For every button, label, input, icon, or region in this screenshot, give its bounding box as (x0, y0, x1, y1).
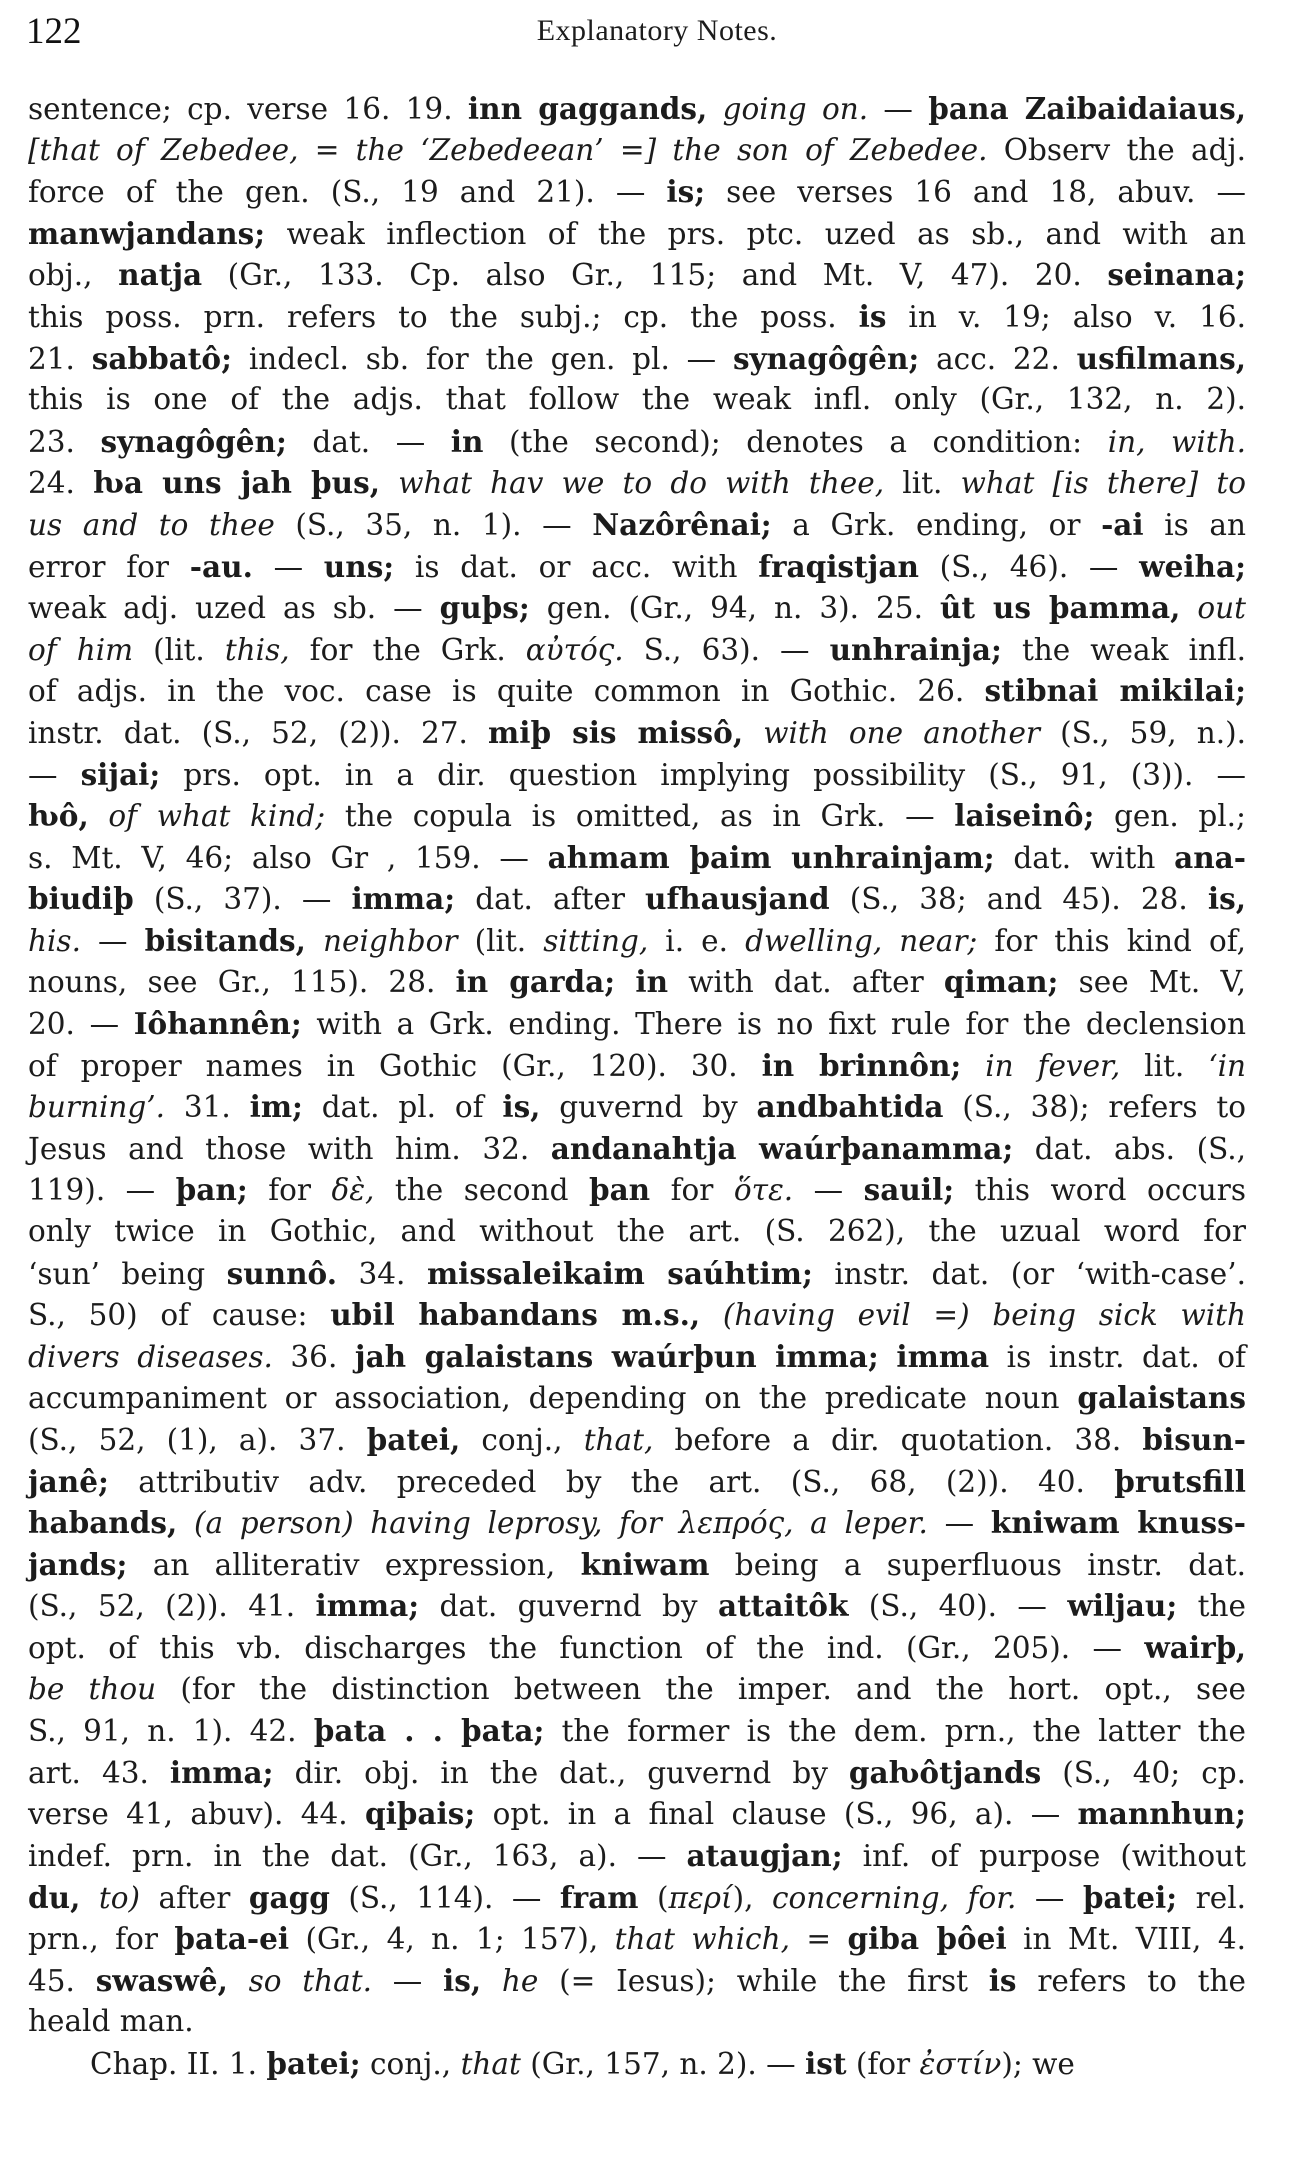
text-line (28, 88, 1246, 130)
note-text (1180, 591, 1197, 625)
gothic-term: gagg (248, 1879, 330, 1915)
note-text (615, 965, 635, 999)
gothic-term: unhrainja; (829, 631, 1002, 667)
gothic-term: þana Zaibaidaiaus, (928, 91, 1246, 126)
note-text (743, 716, 763, 750)
gloss-text: (having evil =) being sick with (722, 1298, 1246, 1333)
note-text: sentence; cp. verse 16. 19. (28, 92, 468, 126)
note-text: a Grk. ending, or (771, 507, 1102, 542)
note-text: for (247, 1173, 332, 1208)
text-line (28, 338, 1246, 380)
text-line (28, 130, 1246, 172)
note-text: for (650, 1173, 734, 1208)
note-text: see verses 16 and 18, abuv. — (705, 175, 1247, 210)
text-line (28, 421, 1246, 463)
gothic-term: swaswê, (95, 1962, 228, 1998)
note-text: with a Grk. ending. There is no fixt rule for the declension (301, 1007, 1247, 1042)
gothic-term: qiþais; (364, 1796, 476, 1832)
note-text: 24. (28, 466, 94, 501)
gothic-term: ahmam þaim unhrainjam; (547, 839, 995, 875)
text-line (28, 795, 1246, 837)
gothic-term: usfilmans, (1076, 340, 1246, 376)
gloss-text: ὅτε. (733, 1173, 794, 1208)
page-number: 122 (26, 11, 82, 52)
gothic-term: miþ sis missô, (488, 714, 744, 750)
gothic-term: missaleikaim saúhtim; (426, 1255, 813, 1291)
note-text: is dat. or acc. with (394, 549, 759, 584)
note-text: S., 50) of cause: (28, 1298, 331, 1333)
note-text (707, 92, 722, 126)
gothic-term: janê; (28, 1463, 109, 1499)
gothic-term: is, (443, 1962, 482, 1998)
gothic-term: ƕô, (28, 798, 89, 834)
gothic-term: in garda; (455, 964, 616, 1000)
note-text: prn., for (28, 1922, 175, 1957)
note-text: = (789, 1922, 848, 1957)
note-text: only twice in Gothic, and without the art. (S. 262), the uzual word for (28, 1214, 1246, 1249)
note-text (481, 1964, 502, 1998)
gothic-term: ufhausjand (645, 881, 830, 917)
gothic-term: giba þôei (847, 1921, 1007, 1957)
text-line (28, 1544, 1246, 1586)
note-text: 36. (272, 1339, 355, 1374)
note-text: — (868, 92, 929, 126)
note-text: indef. prn. in the dat. (Gr., 163, a). — (28, 1838, 687, 1873)
gloss-text: with one another (763, 715, 1041, 750)
note-text: indecl. sb. for the gen. pl. — (232, 341, 733, 376)
gloss-text: in, with. (1107, 424, 1246, 459)
note-text: 23. (28, 424, 101, 459)
note-text: opt. in a final clause (S., 96, a). — (475, 1797, 1078, 1832)
text-line (28, 1003, 1246, 1045)
gothic-term: biudiþ (28, 881, 134, 917)
note-text: instr. dat. (S., 52, (2)). 27. (28, 715, 489, 750)
note-text: dir. obj. in the dat., guvernd by (273, 1755, 849, 1790)
note-text: (= Iesus); while the first (538, 1963, 989, 1998)
gloss-text: of him (28, 632, 134, 667)
text-line (28, 1169, 1246, 1211)
gothic-term: sabbatô; (91, 340, 233, 376)
gloss-text: to) (98, 1880, 140, 1915)
gloss-text: so that. (248, 1963, 372, 1998)
note-text: in v. 19; also v. 16. (886, 299, 1246, 334)
text-line (28, 1627, 1246, 1669)
note-text: this poss. prn. refers to the subj.; cp. the poss. (28, 299, 859, 334)
gothic-term: in brinnôn; (761, 1047, 962, 1083)
gloss-text: δὲ, (331, 1173, 375, 1208)
text-line (28, 1128, 1246, 1170)
gloss-text: what [is there] to (960, 466, 1247, 501)
gloss-text: (a person) having leprosy, for λεπρός, a leper. (193, 1506, 928, 1541)
gothic-term: laiseinô; (954, 798, 1095, 834)
gothic-term: du, (28, 1879, 81, 1915)
note-text: the copula is omitted, as in Grk. — (325, 799, 955, 834)
gloss-text: of what kind; (108, 799, 326, 834)
note-text: attributiv adv. preceded by the art. (S., 68, (2)). 40. (108, 1464, 1115, 1499)
note-text: with dat. after (668, 965, 944, 1000)
gloss-text: this, (224, 632, 290, 667)
note-text: before a dir. quotation. 38. (653, 1423, 1143, 1457)
note-text: heald man. (28, 2004, 194, 2039)
text-line (28, 587, 1246, 629)
note-text: rel. (1177, 1880, 1247, 1915)
note-text: the former is the dem. prn., the latter the (544, 1714, 1246, 1749)
note-text: (the second); denotes a condition: (483, 424, 1108, 459)
gloss-text: he (501, 1963, 539, 1998)
note-text: obj., (28, 258, 119, 293)
note-text: 45. (28, 1963, 96, 1998)
text-line (28, 2043, 1246, 2085)
note-text: opt. of this vb. discharges the function of the ind. (Gr., 205). — (28, 1630, 1145, 1665)
text-line (28, 670, 1246, 712)
gothic-term: in (450, 423, 484, 459)
text-line (28, 546, 1246, 588)
note-text: (S., 38); refers to (943, 1090, 1246, 1125)
text-line (28, 1211, 1246, 1253)
text-line (28, 1710, 1246, 1752)
page-header (26, 6, 1288, 54)
text-line (28, 1918, 1246, 1960)
note-text: 20. — (28, 1007, 134, 1042)
note-text: (S., 40). — (848, 1589, 1068, 1624)
note-text: the weak infl. (1001, 632, 1246, 667)
note-text (961, 1049, 985, 1083)
gothic-term: bisitands, (144, 922, 306, 958)
gothic-term: sunnô. (226, 1255, 337, 1291)
gothic-term: imma; (351, 881, 456, 917)
note-text: Observ the adj. (987, 132, 1247, 167)
text-line (28, 1752, 1246, 1794)
gothic-term: gaƕôtjands (848, 1754, 1042, 1790)
gothic-term: synagôgên; (732, 340, 920, 376)
gothic-term: synagôgên; (100, 423, 287, 459)
gothic-term: Iôhannên; (133, 1006, 302, 1042)
text-line (28, 1461, 1246, 1503)
gothic-term: ƕa uns jah þus, (93, 465, 381, 501)
note-text: the (1177, 1589, 1246, 1624)
gothic-term: in (635, 964, 669, 1000)
note-text (380, 466, 398, 500)
text-line (28, 1294, 1246, 1336)
gothic-term: sauil; (863, 1172, 955, 1208)
gothic-term: is (988, 1962, 1017, 1998)
text-line (28, 837, 1246, 879)
text-line (28, 1669, 1246, 1711)
gothic-term: stibnai mikilai; (984, 673, 1246, 709)
note-text: (S., 52, (1), a). 37. (28, 1423, 367, 1457)
note-text: 21. (28, 341, 92, 376)
note-text: — (927, 1506, 991, 1541)
note-text: Jesus and those with him. 32. (28, 1131, 551, 1166)
note-text: (for the distinction between the imper. and the hort. opt., see (156, 1671, 1246, 1706)
note-text: for the Grk. (289, 632, 526, 667)
gothic-term: kniwam knuss- (990, 1505, 1246, 1541)
note-text: Chap. II. 1. (90, 2046, 267, 2081)
gothic-term: seinana; (1107, 257, 1246, 293)
text-line (28, 1086, 1246, 1128)
gloss-text: sitting, (543, 923, 649, 958)
note-text: (S., 59, n.). (1040, 715, 1246, 750)
note-text: gen. (Gr., 94, n. 3). 25. (529, 591, 940, 626)
note-text: — (1016, 1880, 1083, 1915)
notes-body (28, 88, 1246, 2085)
note-text (80, 1881, 98, 1915)
text-line (28, 1253, 1246, 1295)
note-text: (S., 38; and 45). 28. (829, 882, 1208, 917)
note-text: art. 43. (28, 1755, 170, 1790)
note-text: dat. pl. of (302, 1090, 503, 1125)
gothic-term: jands; (28, 1546, 128, 1582)
gloss-text: burning’. (28, 1090, 166, 1125)
note-text: force of the gen. (S., 19 and 21). — (28, 175, 667, 210)
gothic-term: þata . . þata; (313, 1713, 545, 1749)
gothic-term: þata-ei (174, 1921, 290, 1957)
note-text: verse 41, abuv). 44. (28, 1797, 365, 1832)
note-text: 34. (336, 1256, 427, 1291)
note-text: error for (28, 549, 190, 584)
gothic-term: is (858, 298, 887, 334)
note-text: refers to the (1016, 1963, 1246, 1998)
note-text: (lit. (457, 923, 544, 958)
gothic-term: imma (896, 1338, 990, 1374)
text-line (28, 213, 1246, 255)
gloss-text: ‘in (1208, 1048, 1246, 1083)
gothic-term: þatei; (266, 2045, 361, 2081)
gothic-term: bisun- (1142, 1422, 1246, 1457)
gothic-term: fram (559, 1879, 639, 1915)
gothic-term: kniwam (580, 1546, 710, 1582)
note-text: 31. (165, 1090, 250, 1125)
gothic-term: attaitôk (717, 1588, 849, 1624)
gloss-text: what hav we to do with thee, (398, 466, 885, 501)
gloss-text: his. (28, 923, 81, 958)
gothic-term: þan; (175, 1172, 248, 1208)
note-text: (Gr., 157, n. 2). — (520, 2046, 806, 2081)
note-text: for this kind of, (977, 923, 1247, 958)
note-text: (S., 114). — (329, 1880, 560, 1915)
gothic-term: ubil habandans m.s., (330, 1297, 701, 1333)
gothic-term: -au. (189, 548, 253, 584)
note-text: prs. opt. in a dir. question implying possibility (S., 91, (3)). — (160, 757, 1246, 792)
gloss-text: divers diseases. (28, 1339, 273, 1374)
note-text: weak inflection of the prs. ptc. uzed as sb., and with an (265, 216, 1246, 251)
gothic-term: mannhun; (1077, 1796, 1246, 1832)
note-text: — (793, 1173, 864, 1208)
gothic-term: andanahtja waúrþanamma; (550, 1130, 1014, 1166)
note-text: (Gr., 4, n. 1; 157), (289, 1922, 615, 1957)
gothic-term: ût us þamma, (939, 590, 1181, 626)
gloss-text: that (460, 2046, 521, 2081)
note-text: (S., 37). — (133, 882, 352, 917)
gloss-text: out (1197, 591, 1246, 626)
gloss-text: be thou (28, 1671, 157, 1706)
note-text: is instr. dat. of (989, 1339, 1246, 1374)
note-text: dat. guvernd by (419, 1589, 718, 1624)
note-text: (S., 52, (2)). 41. (28, 1589, 316, 1624)
text-line (28, 1960, 1246, 2002)
note-text: inf. of purpose (without (842, 1838, 1246, 1873)
gothic-term: is; (666, 174, 706, 210)
gothic-term: ist (805, 2045, 847, 2081)
text-line (28, 462, 1246, 504)
running-title: Explanatory Notes. (536, 14, 778, 47)
text-line (28, 254, 1246, 296)
gothic-term: þatei; (1082, 1879, 1178, 1915)
text-line (28, 1877, 1246, 1919)
note-text: guvernd by (540, 1090, 757, 1125)
note-text: an alliterativ expression, (127, 1547, 581, 1582)
note-text: dat. with (994, 840, 1175, 875)
text-line (28, 171, 1246, 213)
note-text: — (80, 923, 145, 958)
gothic-term: sijai; (80, 756, 161, 792)
gothic-term: weiha; (1139, 548, 1246, 584)
note-text: after (139, 1880, 249, 1915)
note-text: dat. after (455, 882, 646, 917)
note-text (700, 1298, 723, 1332)
gothic-term: inn gaggands, (467, 91, 708, 126)
note-text: instr. dat. (or ‘with-case’. (812, 1256, 1247, 1291)
gothic-term: manwjandans; (28, 215, 266, 251)
text-line (28, 961, 1246, 1003)
gothic-term: þatei, (366, 1422, 461, 1457)
gloss-text: περί (668, 1880, 733, 1915)
note-text: — (371, 1963, 444, 1998)
text-line (28, 2001, 1246, 2043)
gothic-term: Nazôrênai; (592, 506, 772, 542)
gothic-term: is, (1207, 881, 1246, 917)
gothic-term: habands, (28, 1505, 178, 1541)
gothic-term: wiljau; (1067, 1588, 1178, 1624)
gothic-term: guþs; (439, 590, 530, 626)
note-text: (S., 40; cp. (1041, 1755, 1246, 1790)
note-text: ‘sun’ being (28, 1256, 227, 1291)
gloss-text: going on. (722, 92, 869, 126)
note-text: conj., (460, 1423, 584, 1457)
gothic-term: ana- (1174, 839, 1247, 875)
note-text: i. e. (648, 923, 746, 958)
gothic-term: natja (118, 257, 203, 293)
note-text (228, 1964, 249, 1998)
gothic-term: -ai (1101, 506, 1144, 542)
gloss-text: neighbor (322, 923, 458, 958)
note-text: the second (374, 1173, 589, 1208)
text-line (28, 754, 1246, 796)
note-text: see Mt. V, (1058, 965, 1246, 1000)
note-text: S., 63). — (623, 632, 830, 667)
note-text: acc. 22. (919, 341, 1077, 376)
text-line (28, 1419, 1246, 1461)
gloss-text: ἐστίν (919, 2046, 1002, 2081)
note-text (177, 1506, 194, 1540)
note-text: accumpaniment or association, depending on the predicate noun (28, 1381, 1078, 1416)
text-line (28, 1502, 1246, 1544)
gothic-term: imma; (169, 1754, 274, 1790)
note-text: in Mt. VIII, 4. (1006, 1922, 1246, 1957)
note-text (879, 1340, 897, 1374)
note-text: lit. (1120, 1048, 1209, 1083)
note-text: lit. (884, 466, 961, 501)
note-text: conj., (360, 2046, 461, 2081)
text-line (28, 878, 1246, 920)
note-text: dat. — (286, 424, 451, 459)
gothic-term: jah galaistans waúrþun imma; (354, 1338, 879, 1374)
text-line (28, 1045, 1246, 1087)
note-text: being a superfluous instr. dat. (709, 1547, 1246, 1582)
gothic-term: is, (502, 1089, 541, 1125)
text-line (28, 296, 1246, 338)
text-line (28, 379, 1246, 421)
note-text: (S., 46). — (918, 549, 1140, 584)
gothic-term: ataugjan; (686, 1837, 843, 1873)
note-text (306, 924, 323, 958)
text-line (28, 712, 1246, 754)
note-text: this is one of the adjs. that follow the weak infl. only (Gr., 132, n. 2). (28, 382, 1246, 417)
gothic-term: imma; (315, 1588, 420, 1624)
note-text: of adjs. in the voc. case is quite common in Gothic. 26. (28, 674, 985, 709)
note-text: — (28, 757, 81, 792)
note-text: is an (1143, 507, 1246, 542)
gothic-term: im; (249, 1089, 303, 1125)
note-text: (for (846, 2046, 920, 2081)
note-text: (lit. (133, 632, 225, 667)
note-text: s. Mt. V, 46; also Gr , 159. — (28, 840, 548, 875)
text-line (28, 1336, 1246, 1378)
note-text: of proper names in Gothic (Gr., 120). 30. (28, 1048, 762, 1083)
gothic-term: wairþ, (1144, 1629, 1246, 1665)
text-line (28, 1793, 1246, 1835)
gloss-text: concerning, for. (771, 1880, 1017, 1915)
gothic-term: andbahtida (756, 1089, 944, 1125)
note-text: ); we (1001, 2046, 1075, 2081)
text-line (28, 1835, 1246, 1877)
gothic-term: qiman; (943, 964, 1059, 1000)
note-text: this word occurs (954, 1173, 1246, 1208)
note-text: — (252, 549, 324, 584)
note-text: ( (638, 1880, 669, 1915)
gloss-text: that, (583, 1423, 654, 1457)
text-line (28, 1585, 1246, 1627)
note-text: ), (732, 1880, 772, 1915)
note-text: gen. pl.; (1094, 799, 1247, 834)
text-line (28, 1377, 1246, 1419)
note-text: nouns, see Gr., 115). 28. (28, 965, 456, 1000)
note-text: S., 91, n. 1). 42. (28, 1714, 314, 1749)
gloss-text: αὐτός. (525, 632, 624, 667)
gothic-term: fraqistjan (758, 548, 919, 584)
gothic-term: galaistans (1077, 1380, 1246, 1416)
note-text: (S., 35, n. 1). — (274, 507, 593, 542)
gloss-text: us and to thee (28, 507, 275, 542)
text-line (28, 504, 1246, 546)
text-line (28, 920, 1246, 962)
note-text: (Gr., 133. Cp. also Gr., 115; and Mt. V, 47). 20. (202, 258, 1108, 293)
gloss-text: [that of Zebedee, = the ‘Zebedeean’ =] the son of Zebedee. (28, 132, 988, 167)
note-text: 119). — (28, 1173, 176, 1208)
gothic-term: þrutsfill (1114, 1463, 1246, 1499)
note-text: dat. abs. (S., (1013, 1131, 1246, 1166)
gothic-term: uns; (323, 548, 395, 584)
gloss-text: that which, (614, 1922, 790, 1957)
gloss-text: dwelling, near; (745, 923, 978, 958)
gloss-text: in fever, (985, 1048, 1121, 1083)
text-line (28, 629, 1246, 671)
note-text: weak adj. uzed as sb. — (28, 591, 440, 626)
gothic-term: þan (588, 1172, 651, 1208)
note-text (89, 799, 109, 833)
